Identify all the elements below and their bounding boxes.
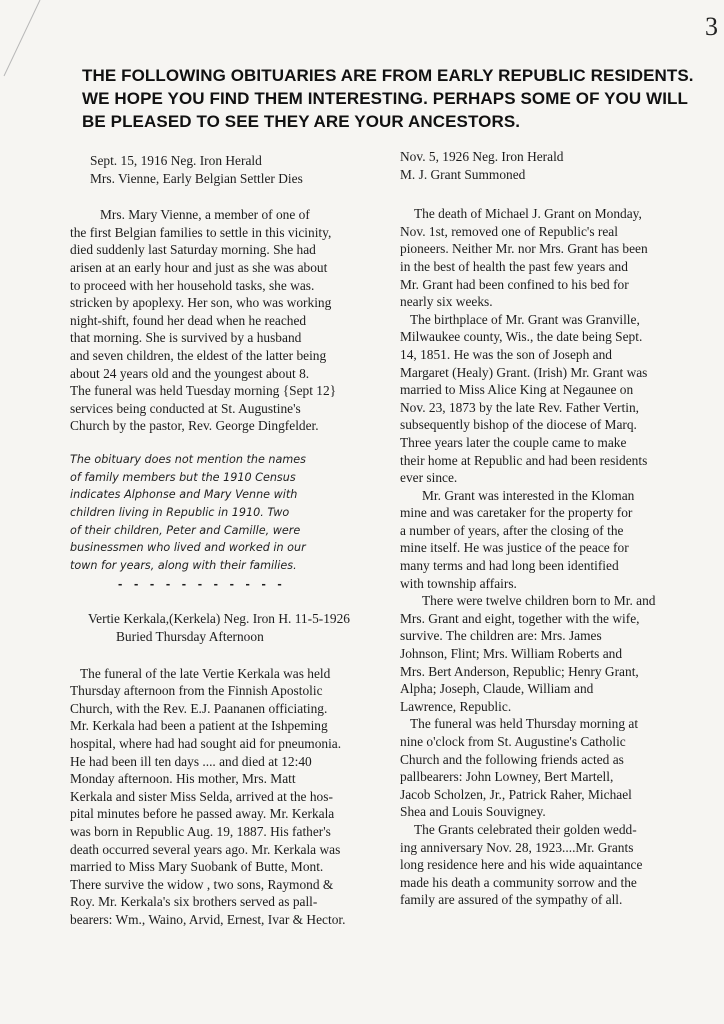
body-line: Monday afternoon. His mother, Mrs. Matt bbox=[70, 771, 296, 787]
body-line: Mrs. Grant and eight, together with the wife, bbox=[400, 610, 640, 626]
body-line: Nov. 1st, removed one of Republic's real bbox=[400, 223, 618, 239]
body-line: pioneers. Neither Mr. nor Mrs. Grant has been bbox=[400, 241, 648, 257]
body-line: with township affairs. bbox=[400, 575, 517, 591]
body-line: Kerkala and sister Miss Selda, arrived at the hos- bbox=[70, 788, 333, 804]
body-line: arisen at an early hour and just as she was about bbox=[70, 259, 328, 275]
body-line: and seven children, the eldest of the latter being bbox=[70, 347, 327, 363]
body-line: ever since. bbox=[400, 470, 458, 486]
note-line: of family members but the 1910 Census bbox=[70, 470, 296, 484]
body-line: a number of years, after the closing of the bbox=[400, 522, 624, 538]
body-line: their home at Republic and had been residents bbox=[400, 452, 648, 468]
body-line: Mr. Grant was interested in the Kloman bbox=[422, 487, 635, 503]
body-line: Shea and Louis Souvigney. bbox=[400, 804, 546, 820]
body-line: mine itself. He was justice of the peace for bbox=[400, 540, 629, 556]
body-line: Roy. Mr. Kerkala's six brothers served as pall- bbox=[70, 894, 318, 910]
body-line: Church by the pastor, Rev. George Dingfelder. bbox=[70, 418, 319, 434]
body-line: ing anniversary Nov. 28, 1923....Mr. Grants bbox=[400, 839, 634, 855]
headline-line: WE HOPE YOU FIND THEM INTERESTING. PERHAPS SOME OF YOU WILL bbox=[82, 89, 688, 108]
body-line: many terms and had long been identified bbox=[400, 558, 619, 574]
body-line: Johnson, Flint; Mrs. William Roberts and bbox=[400, 646, 623, 662]
body-line: stricken by apoplexy. Her son, who was working bbox=[70, 295, 332, 311]
body-line: night-shift, found her dead when he reached bbox=[70, 312, 307, 328]
body-line: about 24 years old and the youngest about 8. bbox=[70, 365, 310, 381]
body-line: nearly six weeks. bbox=[400, 294, 493, 310]
body-line: Three years later the couple came to make bbox=[400, 434, 627, 450]
body-line: services being conducted at St. Augustine's bbox=[70, 400, 301, 416]
body-line: in the best of health the past few years and bbox=[400, 258, 628, 274]
kerkala-obituary bbox=[70, 610, 382, 928]
kerkala-body bbox=[70, 665, 382, 929]
left-column bbox=[70, 152, 382, 929]
body-line: pital minutes before he passed away. Mr. Kerkala bbox=[70, 806, 335, 822]
body-line: Jacob Scholzen, Jr., Patrick Raher, Michael bbox=[400, 786, 632, 802]
body-line: bearers: Wm., Waino, Arvid, Ernest, Ivar & Hector. bbox=[70, 911, 346, 927]
note-line: indicates Alphonse and Mary Venne with bbox=[70, 488, 298, 502]
body-line: Nov. 23, 1873 by the late Rev. Father Vertin, bbox=[400, 399, 640, 415]
census-note bbox=[70, 451, 382, 575]
body-line: was born in Republic Aug. 19, 1887. His father's bbox=[70, 823, 331, 839]
vienne-obituary bbox=[70, 152, 382, 592]
grant-subtitle: M. J. Grant Summoned bbox=[400, 166, 526, 182]
body-line: The birthplace of Mr. Grant was Granville, bbox=[410, 311, 640, 327]
vienne-body bbox=[70, 206, 382, 435]
body-line: There survive the widow , two sons, Raymond & bbox=[70, 876, 334, 892]
body-line: He had been ill ten days .... and died at 12:40 bbox=[70, 753, 312, 769]
body-line: the first Belgian families to settle in this vicinity, bbox=[70, 224, 332, 240]
body-line: death occurred several years ago. Mr. Kerkala was bbox=[70, 841, 341, 857]
body-line: Mrs. Bert Anderson, Republic; Henry Grant, bbox=[400, 663, 639, 679]
fold-line-mark bbox=[0, 0, 60, 80]
body-line: Church, with the Rev. E.J. Paananen officiating. bbox=[70, 700, 328, 716]
body-line: The death of Michael J. Grant on Monday, bbox=[414, 206, 642, 222]
grant-body bbox=[400, 205, 710, 909]
body-line: The Grants celebrated their golden wedd- bbox=[414, 821, 637, 837]
note-line: businessmen who lived and worked in our bbox=[70, 541, 306, 555]
vienne-subtitle: Mrs. Vienne, Early Belgian Settler Dies bbox=[90, 170, 303, 186]
body-line: hospital, where had had sought aid for pneumonia. bbox=[70, 735, 342, 751]
kerkala-dateline: Vertie Kerkala,(Kerkela) Neg. Iron H. 11-5-1926 bbox=[88, 611, 350, 627]
page-headline bbox=[82, 64, 694, 133]
headline-line: THE FOLLOWING OBITUARIES ARE FROM EARLY REPUBLIC RESIDENTS. bbox=[82, 66, 694, 85]
body-line: family are assured of the sympathy of all. bbox=[400, 892, 623, 908]
body-line: survive. The children are: Mrs. James bbox=[400, 628, 602, 644]
body-line: The funeral of the late Vertie Kerkala was held bbox=[80, 665, 331, 681]
note-line: town for years, along with their families. bbox=[70, 559, 297, 573]
body-line: mine and was caretaker for the property for bbox=[400, 505, 633, 521]
body-line: Mr. Kerkala had been a patient at the Ishpeming bbox=[70, 718, 328, 734]
body-line: long residence here and his wide aquaintance bbox=[400, 857, 643, 873]
body-line: Alpha; Joseph, Claude, William and bbox=[400, 681, 594, 697]
body-line: Church and the following friends acted as bbox=[400, 751, 624, 767]
body-line: pallbearers: John Lowney, Bert Martell, bbox=[400, 769, 614, 785]
note-line: of their children, Peter and Camille, were bbox=[70, 523, 301, 537]
body-line: 14, 1851. He was the son of Joseph and bbox=[400, 346, 612, 362]
note-line: children living in Republic in 1910. Two bbox=[70, 506, 290, 520]
body-line: married to Miss Mary Suobank of Butte, Mont. bbox=[70, 859, 324, 875]
body-line: Mr. Grant had been confined to his bed for bbox=[400, 276, 629, 292]
body-line: to proceed with her household tasks, she was. bbox=[70, 277, 315, 293]
body-line: Milwaukee county, Wis., the date being Sept. bbox=[400, 329, 643, 345]
grant-obituary bbox=[400, 148, 710, 909]
body-line: married to Miss Alice King at Negaunee on bbox=[400, 382, 634, 398]
body-line: Margaret (Healy) Grant. (Irish) Mr. Grant was bbox=[400, 364, 648, 380]
body-line: died suddenly last Saturday morning. She had bbox=[70, 242, 316, 258]
vienne-dateline: Sept. 15, 1916 Neg. Iron Herald bbox=[90, 153, 262, 168]
section-separator: - - - - - - - - - - - bbox=[118, 575, 286, 591]
body-line: subsequently bishop of the diocese of Marq. bbox=[400, 417, 637, 433]
right-column bbox=[400, 149, 710, 909]
body-line: The funeral was held Tuesday morning {Sept 12} bbox=[70, 383, 337, 399]
note-line: The obituary does not mention the names bbox=[70, 452, 306, 466]
grant-dateline: Nov. 5, 1926 Neg. Iron Herald bbox=[400, 149, 564, 164]
page-number: 3 bbox=[705, 12, 718, 41]
body-line: that morning. She is survived by a husband bbox=[70, 330, 302, 346]
body-line: Mrs. Mary Vienne, a member of one of bbox=[100, 207, 310, 223]
body-line: Lawrence, Republic. bbox=[400, 698, 512, 714]
body-line: Thursday afternoon from the Finnish Apostolic bbox=[70, 683, 323, 699]
body-line: nine o'clock from St. Augustine's Catholic bbox=[400, 734, 626, 749]
headline-line: BE PLEASED TO SEE THEY ARE YOUR ANCESTORS. bbox=[82, 112, 521, 131]
body-line: The funeral was held Thursday morning at bbox=[410, 716, 639, 732]
body-line: made his death a community sorrow and the bbox=[400, 874, 637, 890]
kerkala-subtitle: Buried Thursday Afternoon bbox=[116, 629, 264, 645]
body-line: There were twelve children born to Mr. and bbox=[422, 593, 656, 609]
